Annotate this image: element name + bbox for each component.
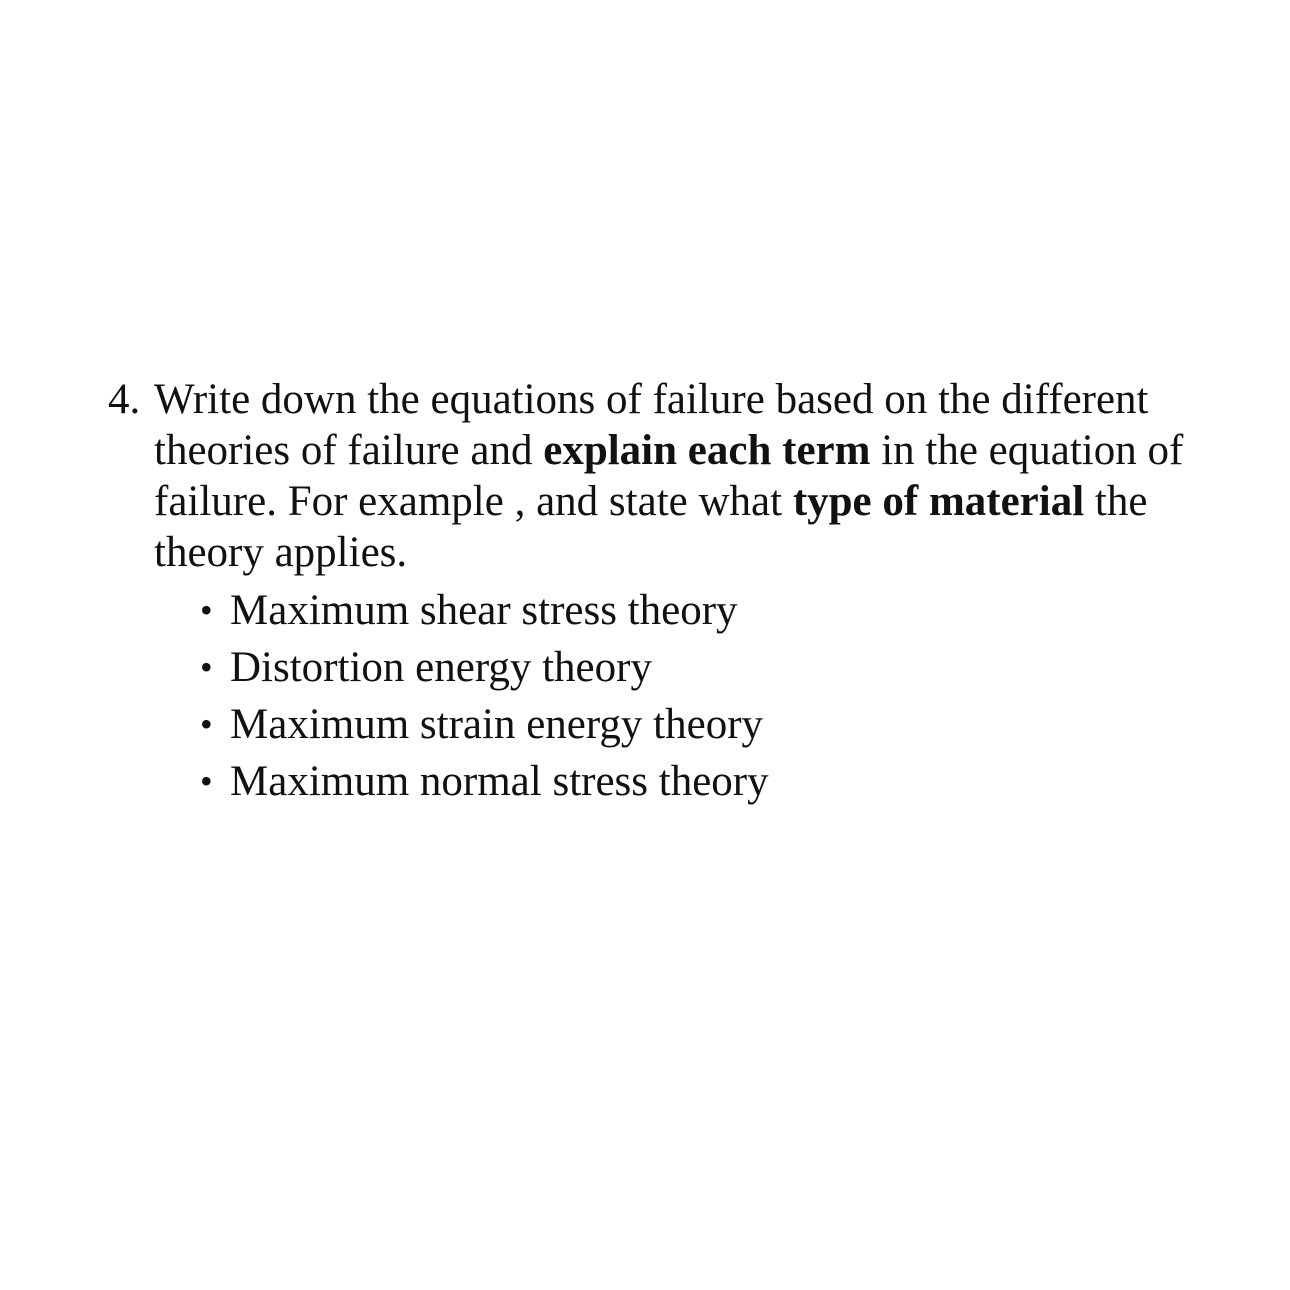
emphasis-type-of-material: type of material [792,478,1085,525]
list-item [200,639,1290,696]
question-line [154,374,1228,425]
list-item-label: Maximum strain energy theory [230,701,764,748]
text-segment: theories of failure and [154,427,544,474]
list-item [200,753,1290,810]
text-segment: failure. For example , and state what [154,478,793,525]
question-row [108,374,1228,578]
bullet-icon: • [200,647,213,687]
emphasis-explain-each-term: explain each term [543,427,871,474]
list-item-label: Maximum normal stress theory [230,758,769,805]
list-item [200,696,1290,753]
bullet-icon: • [200,590,213,630]
question-line [154,527,1228,578]
question-block [108,374,1228,810]
list-item [200,582,1290,639]
question-text [154,374,1228,578]
bullet-icon: • [200,761,213,801]
question-line [154,476,1228,527]
bullet-icon: • [200,704,213,744]
theory-list [200,582,1290,810]
list-item-label: Distortion energy theory [230,644,652,691]
text-segment: Write down the equations of failure based on the different [154,376,1149,423]
list-item-label: Maximum shear stress theory [230,587,738,634]
question-number: 4. [108,376,141,423]
question-line [154,425,1228,476]
text-segment: the [1084,478,1148,525]
text-segment: in the equation of [870,427,1184,474]
text-segment: theory applies. [154,529,408,576]
